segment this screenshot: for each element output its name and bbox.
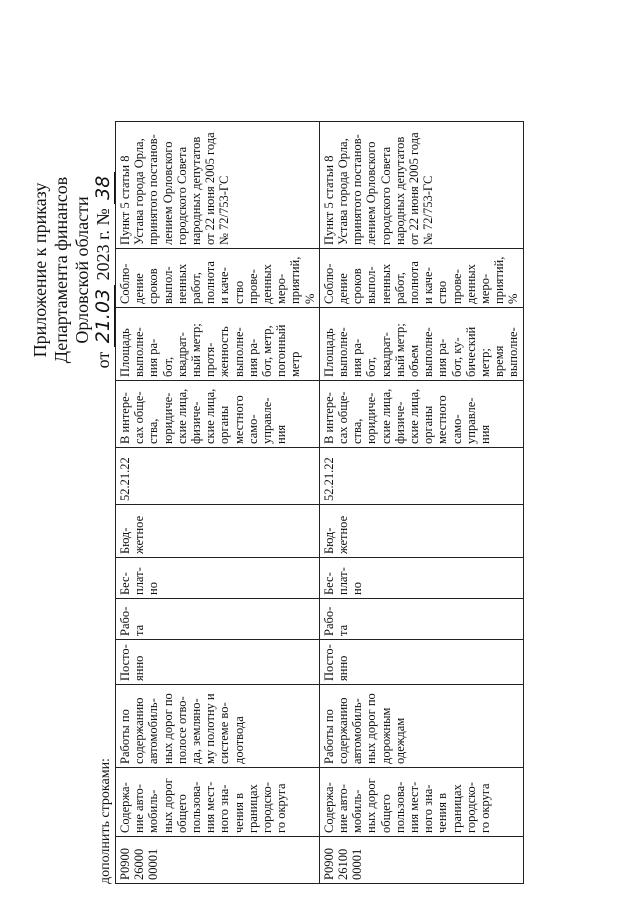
date-year: 2023 г. № [93, 208, 113, 281]
cell-works: Работы по содержанию автомобиль- ных дорог по дорожным одеждам [319, 685, 523, 768]
header-date-line [93, 50, 114, 490]
cell-code: Р0900 26000 00001 [116, 837, 320, 884]
date-prefix: от [93, 351, 113, 369]
handwritten-number: 38 [92, 172, 115, 204]
header-line-3: Орловской области [72, 196, 92, 344]
cell-volume: Площадь выполне- ния ра- бот, квадрат- ный метр; протя- женность выполне- ния ра- бот, метр, погонный метр [116, 308, 320, 381]
handwritten-date: 21.03 [92, 285, 115, 347]
cell-name: Содержа- ние авто- мобиль- ных дорог общего пользова- ния мест- ного зна- чения в границах городско- го округа [319, 768, 523, 837]
cell-type: Рабо- та [116, 599, 320, 640]
header-line-1: Приложение к приказу [30, 182, 50, 358]
cell-budget: Бюд- жетное [319, 505, 523, 558]
cell-period: Посто- янно [319, 640, 523, 685]
cell-paid: Бес- плат- но [116, 558, 320, 599]
cell-basis: Пункт 5 статьи 8 Устава города Орла, принятого постанов- лением Орловского городского Совета народных депутатов от 22 июня 2005 года № 72/753-ГС [319, 122, 523, 249]
cell-consumers: В интере- сах обще- ства, юридиче- ские лица, физиче- ские лица, органы местного само- управле- ния [319, 381, 523, 448]
cell-volume: Площадь выполне- ния ра- бот, квадрат- ный метр; объем выполне- ния ра- бот, ку- бический метр; время выполне- [319, 308, 523, 381]
cell-works: Работы по содержанию автомобиль- ных дорог по полосе отво- да, земляно- му полотну и системе во- доотвода [116, 685, 320, 768]
table-row [319, 122, 523, 884]
cell-paid: Бес- плат- но [319, 558, 523, 599]
cell-code: Р0900 26100 00001 [319, 837, 523, 884]
header-line-2: Департамента финансов [51, 176, 71, 364]
cell-okved: 52.21.22 [116, 448, 320, 505]
services-table [115, 121, 524, 884]
cell-consumers: В интере- сах обще- ства, юридиче- ские лица, физиче- ские лица, органы местного само- управле- ния [116, 381, 320, 448]
cell-okved: 52.21.22 [319, 448, 523, 505]
cell-budget: Бюд- жетное [116, 505, 320, 558]
cell-quality: Соблю- дение сроков выпол- ненных работ, полнота и каче- ство прове- денных меро- приятий, % [319, 249, 523, 308]
cell-type: Рабо- та [319, 599, 523, 640]
intro-text: дополнить строками: [98, 758, 113, 884]
cell-period: Посто- янно [116, 640, 320, 685]
order-header [30, 50, 114, 490]
table-row [116, 122, 320, 884]
cell-quality: Соблю- дение сроков выпол- ненных работ, полнота и каче- ство прове- денных меро- приятий, % [116, 249, 320, 308]
cell-name: Содержа- ние авто- мобиль- ных дорог общего пользова- ния мест- ного зна- чения в границах городско- го округа [116, 768, 320, 837]
cell-basis: Пункт 5 статьи 8 Устава города Орла, принятого постанов- лением Орловского городского Совета народных депутатов от 22 июня 2005 года № 72/753-ГС [116, 122, 320, 249]
